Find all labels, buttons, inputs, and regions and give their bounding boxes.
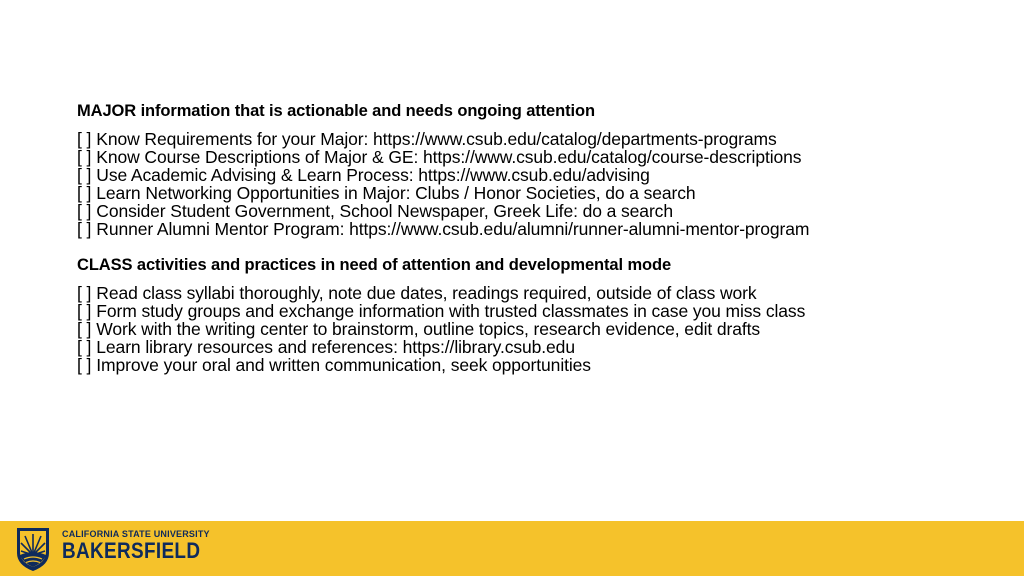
footer-bar bbox=[0, 521, 1024, 576]
checklist-item-text: Know Requirements for your Major: https://www.csub.edu/catalog/departments-programs bbox=[96, 129, 777, 149]
checkbox-marker: [ ] bbox=[77, 283, 92, 303]
checklist-item-text: Runner Alumni Mentor Program: https://www.csub.edu/alumni/runner-alumni-mentor-program bbox=[96, 219, 810, 239]
university-wordmark bbox=[62, 529, 223, 563]
checklist-item-text: Consider Student Government, School Newspaper, Greek Life: do a search bbox=[96, 201, 673, 221]
checklist-item bbox=[77, 320, 1007, 338]
checkbox-marker: [ ] bbox=[77, 219, 92, 239]
checklist-item-text: Learn Networking Opportunities in Major: Clubs / Honor Societies, do a search bbox=[96, 183, 696, 203]
checklist-item-text: Learn library resources and references: https://library.csub.edu bbox=[96, 337, 575, 357]
checklist-item-text: Improve your oral and written communication, seek opportunities bbox=[96, 355, 591, 375]
checklist-item bbox=[77, 284, 1007, 302]
major-checklist bbox=[77, 130, 1007, 238]
checkbox-marker: [ ] bbox=[77, 183, 92, 203]
checklist-item bbox=[77, 184, 1007, 202]
major-heading: MAJOR information that is actionable and needs ongoing attention bbox=[77, 102, 595, 120]
checkbox-marker: [ ] bbox=[77, 129, 92, 149]
checkbox-marker: [ ] bbox=[77, 147, 92, 167]
checklist-item-text: Read class syllabi thoroughly, note due dates, readings required, outside of class work bbox=[96, 283, 757, 303]
checklist-item bbox=[77, 202, 1007, 220]
checklist-item-text: Work with the writing center to brainstorm, outline topics, research evidence, edit drafts bbox=[96, 319, 761, 339]
checklist-item-text: Use Academic Advising & Learn Process: https://www.csub.edu/advising bbox=[96, 165, 650, 185]
slide-content bbox=[77, 100, 1007, 374]
checkbox-marker: [ ] bbox=[77, 165, 92, 185]
checklist-item-text: Know Course Descriptions of Major & GE: https://www.csub.edu/catalog/course-descriptions bbox=[96, 147, 802, 167]
checkbox-marker: [ ] bbox=[77, 301, 92, 321]
sunburst-shield-icon bbox=[14, 525, 52, 573]
checklist-item bbox=[77, 220, 1007, 238]
campus-name: BAKERSFIELD bbox=[62, 538, 201, 563]
checklist-item bbox=[77, 166, 1007, 184]
checklist-item bbox=[77, 130, 1007, 148]
checkbox-marker: [ ] bbox=[77, 201, 92, 221]
class-checklist bbox=[77, 284, 1007, 374]
checklist-item-text: Form study groups and exchange information with trusted classmates in case you miss class bbox=[96, 301, 806, 321]
checklist-item bbox=[77, 338, 1007, 356]
checkbox-marker: [ ] bbox=[77, 355, 92, 375]
checklist-item bbox=[77, 356, 1007, 374]
checklist-item bbox=[77, 302, 1007, 320]
checkbox-marker: [ ] bbox=[77, 337, 92, 357]
university-name: CALIFORNIA STATE UNIVERSITY bbox=[62, 529, 210, 539]
checklist-item bbox=[77, 148, 1007, 166]
class-heading: CLASS activities and practices in need of attention and developmental mode bbox=[77, 256, 672, 274]
checkbox-marker: [ ] bbox=[77, 319, 92, 339]
class-section bbox=[77, 254, 1007, 374]
